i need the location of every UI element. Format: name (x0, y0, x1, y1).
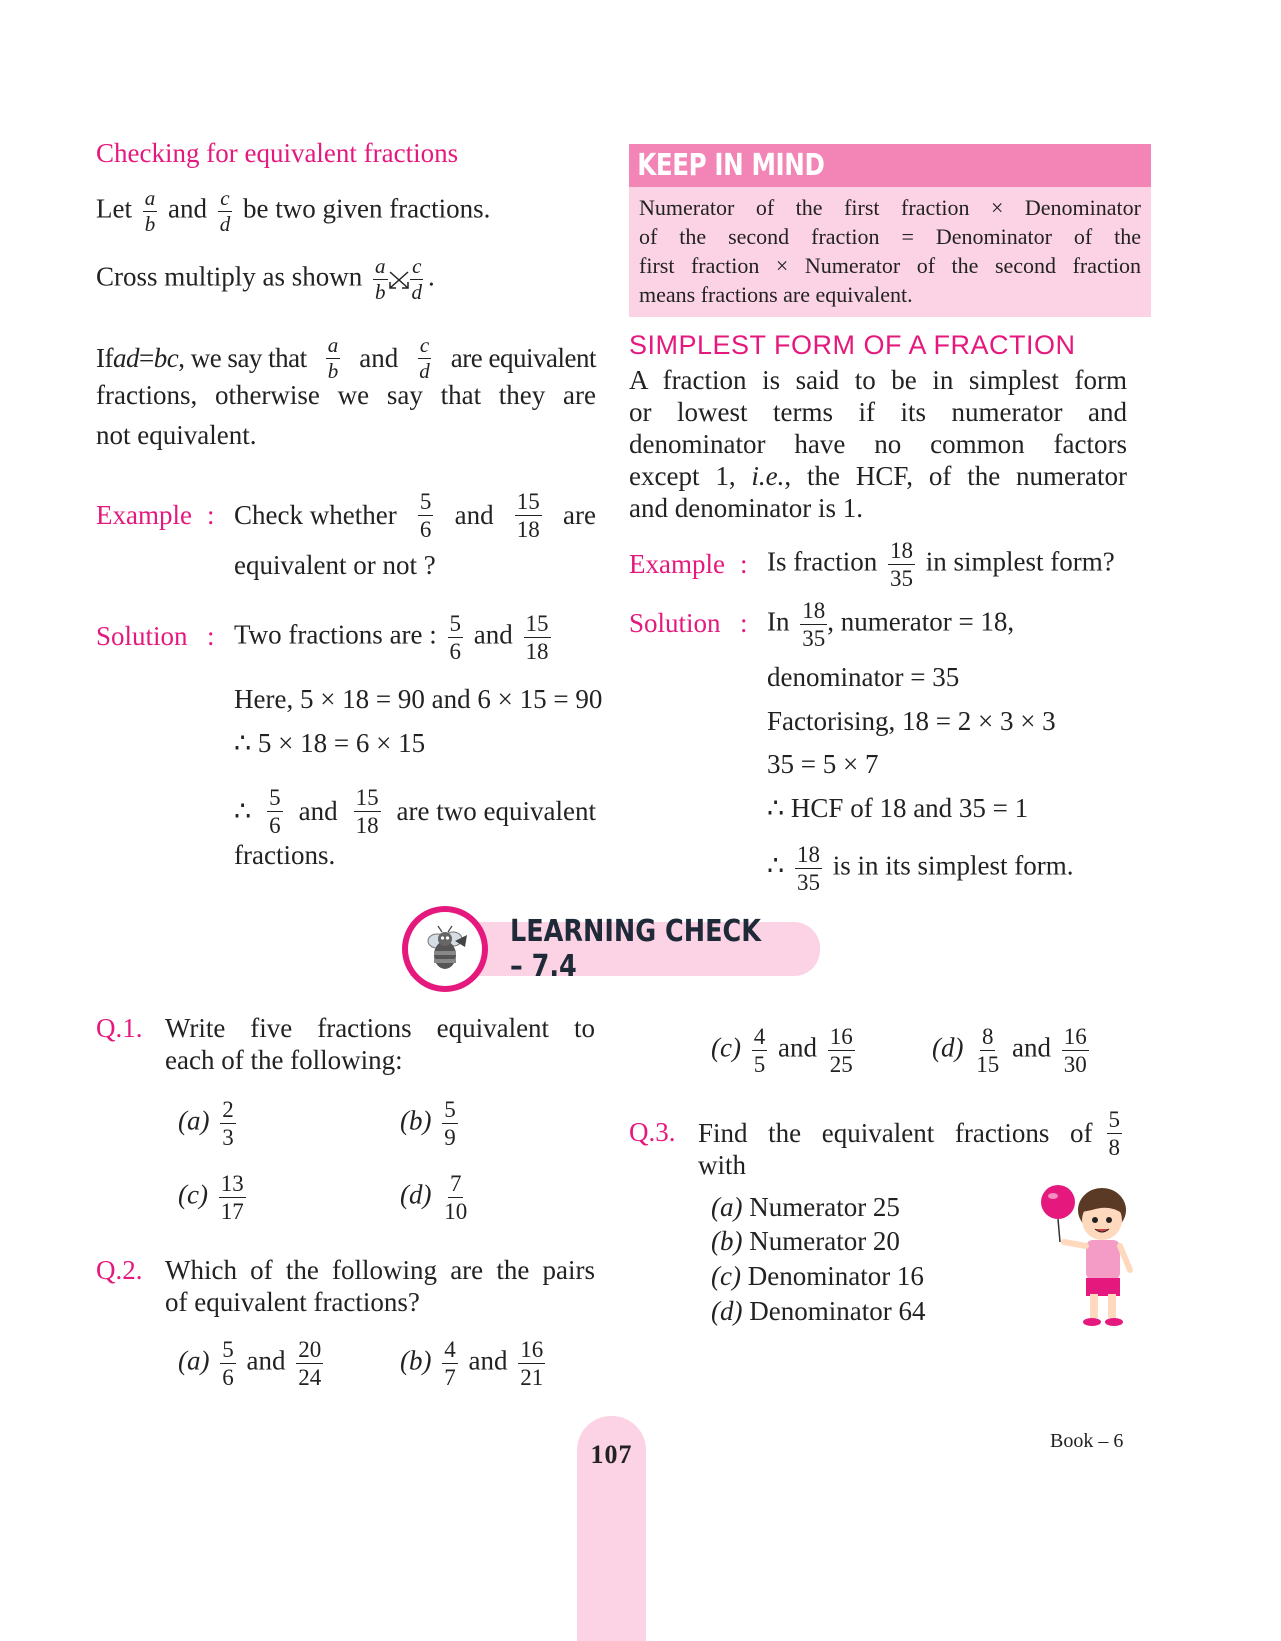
q2-line2: of equivalent fractions? (165, 1287, 420, 1317)
fraction-a-b: $\frac{a}{b}$ (327, 333, 339, 383)
fraction: $\frac{20}{24}$ (298, 1337, 322, 1390)
text: Is fraction (767, 546, 878, 577)
solution-line5: fractions. (234, 840, 336, 870)
example-colon: : (740, 549, 748, 579)
text: ad (112, 343, 139, 373)
simplest-form-heading: SIMPLEST FORM OF A FRACTION (629, 330, 1076, 360)
text: and (246, 1345, 286, 1376)
fraction-5-6: $\frac{5}{6}$ (449, 611, 462, 664)
fraction: $\frac{7}{10}$ (444, 1171, 468, 1224)
fraction: $\frac{8}{15}$ (976, 1024, 1000, 1077)
text: A fraction is said to be in simplest form (629, 365, 1127, 395)
cross-multiply-line (96, 256, 435, 303)
text: Find the equivalent fractions of (698, 1118, 1093, 1148)
item-label: (b) (400, 1105, 432, 1136)
q1-line2: each of the following: (165, 1045, 403, 1075)
text: denominator have no common factors (629, 429, 1127, 459)
fraction-a-b: $\frac{a}{b}$ (144, 186, 156, 236)
solution-label: Solution (629, 608, 721, 638)
q1-item-d (400, 1172, 473, 1223)
solution-line1 (767, 599, 1014, 650)
item-label: (d) (711, 1296, 743, 1326)
simplest-form-paragraph (629, 364, 1127, 524)
therefore-symbol: ∴ (767, 850, 785, 881)
q2-number: Q.2. (96, 1255, 143, 1285)
q2-item-a (178, 1338, 327, 1389)
item-label: (c) (711, 1032, 741, 1063)
solution-line4: 35 = 5 × 7 (767, 749, 879, 779)
q1-number: Q.1. (96, 1013, 143, 1043)
q3-number: Q.3. (629, 1117, 676, 1147)
solution-label: Solution (96, 621, 188, 651)
if-line-2: fractions, otherwise we say that they are (96, 380, 596, 410)
text: and (298, 796, 338, 826)
text: and (167, 193, 207, 224)
q1-line1: Write five fractions equivalent to (165, 1013, 595, 1043)
example-question (767, 539, 1115, 590)
q3-item-b (711, 1226, 900, 1257)
q3-item-c (711, 1261, 924, 1292)
example-question-line2: equivalent or not ? (234, 550, 436, 580)
item-label: (d) (932, 1032, 964, 1063)
child-with-balloon-illustration (1030, 1180, 1160, 1335)
text: Denominator 16 (747, 1261, 924, 1291)
keep-in-mind-title: KEEP IN MIND (629, 144, 1151, 187)
text: and (468, 1345, 508, 1376)
page-number: 107 (590, 1440, 633, 1469)
section-heading-equivalent: Checking for equivalent fractions (96, 138, 459, 168)
text: , we say that (178, 343, 307, 373)
example-question (234, 490, 596, 541)
fraction: $\frac{13}{17}$ (220, 1171, 244, 1224)
text: are (562, 500, 596, 530)
text: Let (96, 193, 132, 224)
fraction-15-18: $\frac{15}{18}$ (525, 611, 549, 664)
fraction-a-b: $\frac{a}{b}$ (375, 254, 386, 304)
fraction: $\frac{4}{7}$ (444, 1337, 456, 1390)
text: or lowest terms if its numerator and (629, 397, 1127, 427)
solution-line4 (234, 786, 596, 837)
text: and denominator is 1. (629, 493, 863, 523)
item-label: (d) (400, 1179, 432, 1210)
fraction: $\frac{16}{25}$ (829, 1024, 853, 1077)
therefore-symbol: ∴ (234, 796, 252, 826)
book-label: Book – 6 (1050, 1430, 1124, 1452)
q3-item-d (711, 1296, 925, 1327)
text: in simplest form? (925, 546, 1115, 577)
fraction-5-6: $\frac{5}{6}$ (419, 489, 432, 542)
fraction: $\frac{2}{3}$ (222, 1097, 234, 1150)
q2-item-b (400, 1338, 549, 1389)
text: and (777, 1032, 817, 1063)
solution-line2: denominator = 35 (767, 662, 960, 692)
solution-line6 (767, 843, 1073, 894)
q1-item-c (178, 1172, 250, 1223)
fraction-18-35: $\frac{18}{35}$ (796, 842, 820, 895)
learning-check-badge (402, 906, 488, 992)
fraction: $\frac{5}{9}$ (444, 1097, 456, 1150)
let-line (96, 188, 490, 235)
text: of the second fraction = Denominator of the (639, 224, 1141, 249)
text: be two given fractions. (242, 193, 491, 224)
q2-item-c (711, 1025, 859, 1076)
item-label: (a) (178, 1105, 210, 1136)
solution-line1 (234, 612, 555, 663)
text: and (1011, 1032, 1051, 1063)
bee-icon (417, 921, 473, 977)
text: Denominator 64 (749, 1296, 926, 1326)
text: means fractions are equivalent. (639, 282, 913, 307)
solution-line5: ∴ HCF of 18 and 35 = 1 (767, 793, 1029, 823)
fraction-5-6: $\frac{5}{6}$ (269, 785, 281, 838)
item-label: (b) (711, 1226, 743, 1256)
q3-line2: with (698, 1150, 747, 1180)
para-line-4: except 1, i.e., the HCF, of the numerator (629, 461, 1127, 491)
fraction-5-8: $\frac{5}{8}$ (1108, 1107, 1120, 1160)
fraction-18-35: $\frac{18}{35}$ (802, 598, 826, 651)
text: Numerator 25 (749, 1192, 900, 1222)
example-colon: : (207, 500, 215, 530)
fraction-c-d: $\frac{c}{d}$ (411, 254, 423, 304)
q1-item-a (178, 1098, 240, 1149)
text: Two fractions are : (234, 619, 437, 650)
if-line (96, 335, 596, 382)
fraction-15-18: $\frac{15}{18}$ (516, 489, 540, 542)
q2-line1: Which of the following are the pairs (165, 1255, 595, 1285)
text: and (473, 619, 513, 650)
text: are equivalent (450, 343, 596, 373)
fraction: $\frac{16}{21}$ (520, 1337, 544, 1390)
fraction: $\frac{4}{5}$ (753, 1024, 766, 1077)
fraction: $\frac{5}{6}$ (222, 1337, 234, 1390)
if-line-3: not equivalent. (96, 420, 257, 450)
cross-arrows-icon (388, 269, 410, 291)
text: Numerator of the first fraction × Denominator (639, 195, 1141, 220)
solution-line3: Factorising, 18 = 2 × 3 × 3 (767, 706, 1056, 736)
keep-in-mind-box (629, 144, 1151, 317)
solution-colon: : (207, 621, 215, 651)
q2-item-d (932, 1025, 1093, 1076)
item-label: (c) (711, 1261, 741, 1291)
text: Cross multiply as shown (96, 261, 363, 292)
fraction-c-d: $\frac{c}{d}$ (219, 186, 231, 236)
text: If (96, 343, 113, 373)
solution-line2: Here, 5 × 18 = 90 and 6 × 15 = 90 (234, 684, 603, 714)
example-label: Example (96, 500, 192, 530)
text: are two equivalent (396, 796, 596, 826)
text: bc (153, 343, 179, 373)
fraction-18-35: $\frac{18}{35}$ (889, 538, 913, 591)
text: is in its simplest form. (832, 850, 1074, 881)
q3-line1 (698, 1108, 1126, 1159)
solution-line3: ∴ 5 × 18 = 6 × 15 (234, 728, 426, 758)
fraction-c-d: $\frac{c}{d}$ (419, 333, 430, 383)
item-label: (a) (178, 1345, 210, 1376)
item-label: (a) (711, 1192, 743, 1222)
q1-item-b (400, 1098, 462, 1149)
text: first fraction × Numerator of the second fraction (639, 253, 1141, 278)
example-label: Example (629, 549, 725, 579)
fraction: $\frac{16}{30}$ (1063, 1024, 1087, 1077)
keep-in-mind-body (629, 187, 1151, 317)
item-label: (b) (400, 1345, 432, 1376)
text: and (359, 343, 399, 373)
text: = (138, 343, 154, 373)
q3-item-a (711, 1192, 900, 1223)
fraction-15-18: $\frac{15}{18}$ (355, 785, 379, 838)
item-label: (c) (178, 1179, 208, 1210)
text: Check whether (234, 500, 397, 530)
text: . (428, 261, 435, 292)
text: In (767, 606, 790, 637)
learning-check-title: LEARNING CHECK – 7.4 (510, 914, 761, 984)
text: Numerator 20 (749, 1226, 900, 1256)
text: and (454, 500, 494, 530)
text: , numerator = 18, (827, 606, 1015, 637)
solution-colon: : (740, 608, 748, 638)
